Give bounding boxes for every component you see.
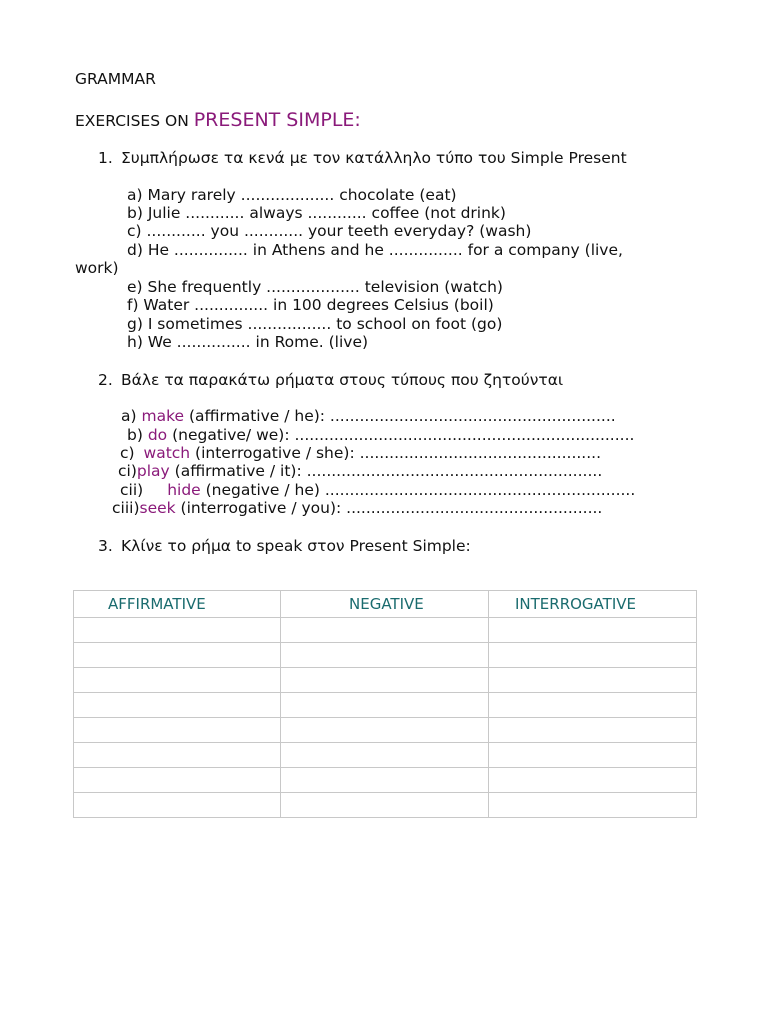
exercise-2-item-ci bbox=[118, 464, 602, 480]
negative-cell[interactable] bbox=[281, 668, 489, 693]
header-negative: NEGATIVE bbox=[281, 591, 489, 618]
table-row bbox=[74, 718, 697, 743]
affirmative-cell[interactable] bbox=[74, 743, 281, 768]
exercise-1-item-h: h) We ............... in Rome. (live) bbox=[127, 333, 369, 351]
interrogative-cell[interactable] bbox=[489, 618, 697, 643]
item-prompt: (interrogative / she): ................................................. bbox=[190, 444, 602, 462]
interrogative-cell[interactable] bbox=[489, 668, 697, 693]
negative-cell[interactable] bbox=[281, 768, 489, 793]
exercise-1-item-f: f) Water ............... in 100 degrees Celsius (boil) bbox=[127, 296, 494, 314]
table-row bbox=[74, 693, 697, 718]
interrogative-cell[interactable] bbox=[489, 693, 697, 718]
interrogative-cell[interactable] bbox=[489, 768, 697, 793]
negative-cell[interactable] bbox=[281, 793, 489, 818]
exercise-1-number: 1. bbox=[98, 149, 113, 167]
item-label: cii) bbox=[120, 481, 144, 499]
item-prompt: (interrogative / you): .................................................... bbox=[175, 499, 603, 517]
exercise-1-item-e: e) She frequently ................... television (watch) bbox=[127, 278, 503, 296]
exercise-1-item-d: d) He ............... in Athens and he ............... for a company (live, bbox=[127, 241, 623, 259]
item-prompt: (affirmative / it): ............................................................ bbox=[169, 462, 603, 480]
table-row bbox=[74, 668, 697, 693]
table-row bbox=[74, 793, 697, 818]
title-topic: PRESENT SIMPLE bbox=[193, 109, 355, 131]
exercise-1-item-d-cont: work) bbox=[75, 259, 119, 277]
affirmative-cell[interactable] bbox=[74, 768, 281, 793]
verb-hide: hide bbox=[167, 481, 201, 499]
grammar-header: GRAMMAR bbox=[75, 70, 156, 88]
exercise-3-instruction: Κλίνε το ρήμα to speak στον Present Simple: bbox=[121, 537, 471, 555]
table-row bbox=[74, 768, 697, 793]
interrogative-cell[interactable] bbox=[489, 743, 697, 768]
verb-watch: watch bbox=[143, 444, 191, 462]
affirmative-cell[interactable] bbox=[74, 643, 281, 668]
affirmative-cell[interactable] bbox=[74, 693, 281, 718]
affirmative-cell[interactable] bbox=[74, 668, 281, 693]
exercise-3-number: 3. bbox=[98, 537, 113, 555]
interrogative-cell[interactable] bbox=[489, 793, 697, 818]
affirmative-cell[interactable] bbox=[74, 618, 281, 643]
exercise-1-item-g: g) I sometimes ................. to school on foot (go) bbox=[127, 315, 503, 333]
item-label: a) bbox=[121, 407, 137, 425]
header-interrogative: INTERROGATIVE bbox=[489, 591, 697, 618]
title-suffix: : bbox=[354, 109, 361, 131]
verb-make: make bbox=[141, 407, 185, 425]
exercise-2-number: 2. bbox=[98, 371, 113, 389]
item-prompt: (affirmative / he): .......................................................... bbox=[184, 407, 616, 425]
page-title bbox=[75, 111, 361, 130]
exercise-1-item-b: b) Julie ............ always ............ coffee (not drink) bbox=[127, 204, 506, 222]
table-row bbox=[74, 643, 697, 668]
interrogative-cell[interactable] bbox=[489, 718, 697, 743]
affirmative-cell[interactable] bbox=[74, 793, 281, 818]
header-affirmative: AFFIRMATIVE bbox=[74, 591, 281, 618]
exercise-1-instruction: Συμπλήρωσε τα κενά με τον κατάλληλο τύπο του Simple Present bbox=[121, 149, 627, 167]
verb-seek: seek bbox=[139, 499, 176, 517]
exercise-2-item-c bbox=[120, 446, 601, 462]
item-prompt: (negative/ we): ..................................................................... bbox=[167, 426, 635, 444]
negative-cell[interactable] bbox=[281, 618, 489, 643]
negative-cell[interactable] bbox=[281, 693, 489, 718]
interrogative-cell[interactable] bbox=[489, 643, 697, 668]
conjugation-table bbox=[73, 590, 697, 818]
exercise-2-item-a bbox=[121, 409, 616, 425]
item-label: ci) bbox=[118, 462, 137, 480]
title-prefix: EXERCISES ON bbox=[75, 112, 194, 130]
negative-cell[interactable] bbox=[281, 718, 489, 743]
exercise-2-item-cii bbox=[120, 483, 635, 499]
verb-play: play bbox=[136, 462, 170, 480]
exercise-2-item-b bbox=[127, 428, 634, 444]
table-row bbox=[74, 743, 697, 768]
negative-cell[interactable] bbox=[281, 743, 489, 768]
item-label: c) bbox=[120, 444, 135, 462]
exercise-2-item-ciii bbox=[112, 501, 602, 517]
negative-cell[interactable] bbox=[281, 643, 489, 668]
exercise-1-item-c: c) ............ you ............ your teeth everyday? (wash) bbox=[127, 222, 532, 240]
exercise-1-item-a: a) Mary rarely ................... chocolate (eat) bbox=[127, 186, 457, 204]
affirmative-cell[interactable] bbox=[74, 718, 281, 743]
item-label: b) bbox=[127, 426, 143, 444]
table-header-row bbox=[74, 591, 697, 618]
exercise-2-instruction: Βάλε τα παρακάτω ρήματα στους τύπους που ζητούνται bbox=[121, 371, 564, 389]
table-row bbox=[74, 618, 697, 643]
verb-do: do bbox=[147, 426, 168, 444]
item-prompt: (negative / he) ............................................................... bbox=[200, 481, 636, 499]
item-label: ciii) bbox=[112, 499, 140, 517]
